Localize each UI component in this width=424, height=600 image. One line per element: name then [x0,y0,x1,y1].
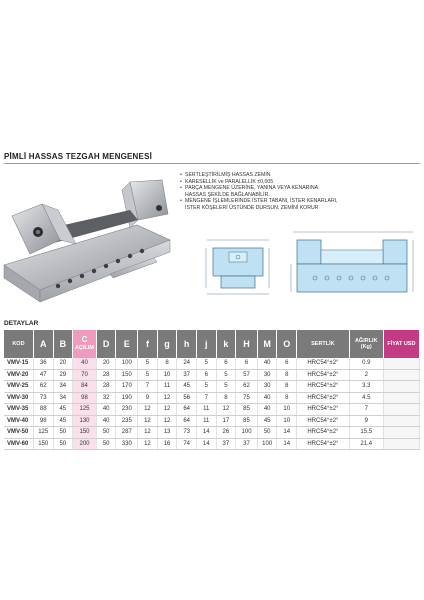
cell-c: 150 [73,427,97,439]
cell-hh: 75 [236,392,258,404]
table-body [4,358,420,450]
cell-d: 50 [96,438,116,450]
cell-o: 8 [277,381,297,393]
cell-h: 45 [177,381,197,393]
cell-agirlik: 15.5 [349,427,383,439]
cell-a: 62 [33,381,53,393]
cell-d: 28 [96,369,116,381]
cell-f: 12 [138,415,158,427]
cell-m: 40 [257,358,277,369]
cell-j: 6 [196,369,216,381]
col-g: g [157,330,177,358]
table-row [4,427,420,439]
cell-e: 170 [116,381,138,393]
cell-agirlik: 4.5 [349,392,383,404]
cell-sertlik: HRC54°±2° [297,358,350,369]
cell-agirlik: 2 [349,369,383,381]
cell-f: 12 [138,438,158,450]
cell-c: 200 [73,438,97,450]
cell-j: 11 [196,404,216,416]
section-title-details: DETAYLAR [4,320,39,327]
table-row [4,381,420,393]
table-row [4,438,420,450]
col-c-sub: AÇILIM [75,345,94,351]
cell-hh: 100 [236,427,258,439]
cell-b: 50 [53,427,73,439]
cell-j: 5 [196,381,216,393]
col-j: j [196,330,216,358]
feature-item: • MENGENE İŞLEMLERİNDE İSTER TABANI, İSTER KENARLARI, İSTER KÖŞELERİ ÜSTÜNDE DURSUN, ZEMİNİ KORUR [180,198,340,211]
cell-k: 17 [216,415,236,427]
cell-f: 12 [138,427,158,439]
cell-g: 16 [157,438,177,450]
cell-f: 5 [138,369,158,381]
technical-drawing-side [203,230,277,300]
cell-b: 29 [53,369,73,381]
cell-o: 8 [277,392,297,404]
table-row [4,369,420,381]
cell-fiyat [383,381,419,393]
cell-b: 34 [53,392,73,404]
cell-fiyat [383,415,419,427]
col-m: M [257,330,277,358]
cell-a: 73 [33,392,53,404]
cell-a: 125 [33,427,53,439]
cell-j: 7 [196,392,216,404]
cell-k: 5 [216,381,236,393]
cell-e: 235 [116,415,138,427]
cell-g: 10 [157,369,177,381]
cell-m: 45 [257,415,277,427]
cell-d: 40 [96,415,116,427]
cell-g: 12 [157,392,177,404]
cell-a: 36 [33,358,53,369]
cell-e: 100 [116,358,138,369]
col-h: h [177,330,197,358]
table-row [4,392,420,404]
cell-sertlik: HRC54°±2° [297,438,350,450]
cell-j: 14 [196,427,216,439]
cell-d: 20 [96,358,116,369]
cell-h: 74 [177,438,197,450]
cell-c: 130 [73,415,97,427]
cell-g: 11 [157,381,177,393]
cell-g: 13 [157,427,177,439]
cell-o: 10 [277,415,297,427]
specifications-table [4,330,420,450]
table-row [4,404,420,416]
cell-c: 98 [73,392,97,404]
col-o: O [277,330,297,358]
col-f: f [138,330,158,358]
col-sertlik: SERTLİK [297,330,350,358]
cell-c: 84 [73,381,97,393]
cell-agirlik: 7 [349,404,383,416]
cell-m: 40 [257,392,277,404]
cell-fiyat [383,404,419,416]
cell-e: 330 [116,438,138,450]
cell-k: 26 [216,427,236,439]
table-header-row [4,330,420,358]
cell-sertlik: HRC54°±2° [297,392,350,404]
cell-fiyat [383,427,419,439]
cell-k: 37 [216,438,236,450]
cell-o: 8 [277,369,297,381]
vise-product-image [2,170,172,310]
cell-sertlik: HRC54°±2° [297,415,350,427]
col-d: D [96,330,116,358]
cell-k: 6 [216,358,236,369]
col-k: k [216,330,236,358]
cell-f: 5 [138,358,158,369]
cell-c: 70 [73,369,97,381]
col-fiyat: FİYAT USD [383,330,419,358]
cell-g: 8 [157,358,177,369]
cell-sertlik: HRC54°±2° [297,369,350,381]
cell-f: 7 [138,381,158,393]
cell-kod: VMV-20 [4,369,33,381]
cell-b: 50 [53,438,73,450]
cell-k: 12 [216,404,236,416]
cell-h: 37 [177,369,197,381]
title-divider [4,163,420,164]
cell-agirlik: 0.9 [349,358,383,369]
feature-item: • SERTLEŞTİRİLMİŞ HASSAS ZEMİN [180,172,340,179]
cell-m: 50 [257,427,277,439]
cell-hh: 62 [236,381,258,393]
cell-fiyat [383,369,419,381]
cell-b: 34 [53,381,73,393]
cell-fiyat [383,358,419,369]
col-kod: KOD [4,330,33,358]
cell-d: 28 [96,381,116,393]
cell-kod: VMV-60 [4,438,33,450]
cell-m: 30 [257,369,277,381]
cell-b: 20 [53,358,73,369]
cell-kod: VMV-40 [4,415,33,427]
cell-h: 56 [177,392,197,404]
cell-m: 100 [257,438,277,450]
cell-m: 40 [257,404,277,416]
cell-kod: VMV-25 [4,381,33,393]
cell-o: 14 [277,427,297,439]
cell-c: 40 [73,358,97,369]
table-row [4,358,420,369]
cell-o: 14 [277,438,297,450]
cell-h: 64 [177,415,197,427]
cell-a: 98 [33,415,53,427]
cell-h: 64 [177,404,197,416]
cell-d: 32 [96,392,116,404]
cell-a: 150 [33,438,53,450]
cell-g: 12 [157,404,177,416]
cell-d: 40 [96,404,116,416]
cell-kod: VMV-35 [4,404,33,416]
cell-sertlik: HRC54°±2° [297,404,350,416]
cell-fiyat [383,438,419,450]
cell-a: 47 [33,369,53,381]
cell-m: 30 [257,381,277,393]
cell-e: 287 [116,427,138,439]
cell-agirlik: 9 [349,415,383,427]
cell-b: 45 [53,404,73,416]
cell-kod: VMV-50 [4,427,33,439]
cell-kod: VMV-30 [4,392,33,404]
cell-hh: 37 [236,438,258,450]
col-c-letter: C [81,335,88,344]
cell-o: 6 [277,358,297,369]
col-agirlik: AĞIRLIK (Kg) [349,330,383,358]
cell-j: 14 [196,438,216,450]
cell-d: 50 [96,427,116,439]
technical-drawing-front [287,226,419,300]
cell-kod: VMV-15 [4,358,33,369]
cell-j: 5 [196,358,216,369]
cell-agirlik: 21.4 [349,438,383,450]
cell-j: 11 [196,415,216,427]
cell-e: 190 [116,392,138,404]
cell-hh: 85 [236,415,258,427]
feature-item: • PARÇA MENGENE ÜZERİNE, YANINA VEYA KENARINA HASSAS ŞEKİLDE BAĞLANABİLİR. [180,185,340,198]
table-row [4,415,420,427]
cell-f: 9 [138,392,158,404]
cell-c: 125 [73,404,97,416]
cell-fiyat [383,392,419,404]
cell-g: 12 [157,415,177,427]
cell-hh: 6 [236,358,258,369]
page-title: PİMLİ HASSAS TEZGAH MENGENESİ [4,152,153,161]
cell-e: 150 [116,369,138,381]
cell-f: 12 [138,404,158,416]
col-hh: H [236,330,258,358]
cell-hh: 57 [236,369,258,381]
feature-list [180,172,340,212]
col-c [73,330,97,358]
cell-sertlik: HRC54°±2° [297,381,350,393]
cell-agirlik: 3.3 [349,381,383,393]
cell-h: 24 [177,358,197,369]
cell-h: 73 [177,427,197,439]
feature-item: • KARESELLİK ve PARALELLİK ±0,005 [180,179,340,186]
cell-hh: 85 [236,404,258,416]
cell-a: 88 [33,404,53,416]
col-b: B [53,330,73,358]
cell-sertlik: HRC54°±2° [297,427,350,439]
col-a: A [33,330,53,358]
cell-o: 10 [277,404,297,416]
col-e: E [116,330,138,358]
cell-k: 8 [216,392,236,404]
cell-k: 5 [216,369,236,381]
cell-b: 45 [53,415,73,427]
cell-e: 230 [116,404,138,416]
